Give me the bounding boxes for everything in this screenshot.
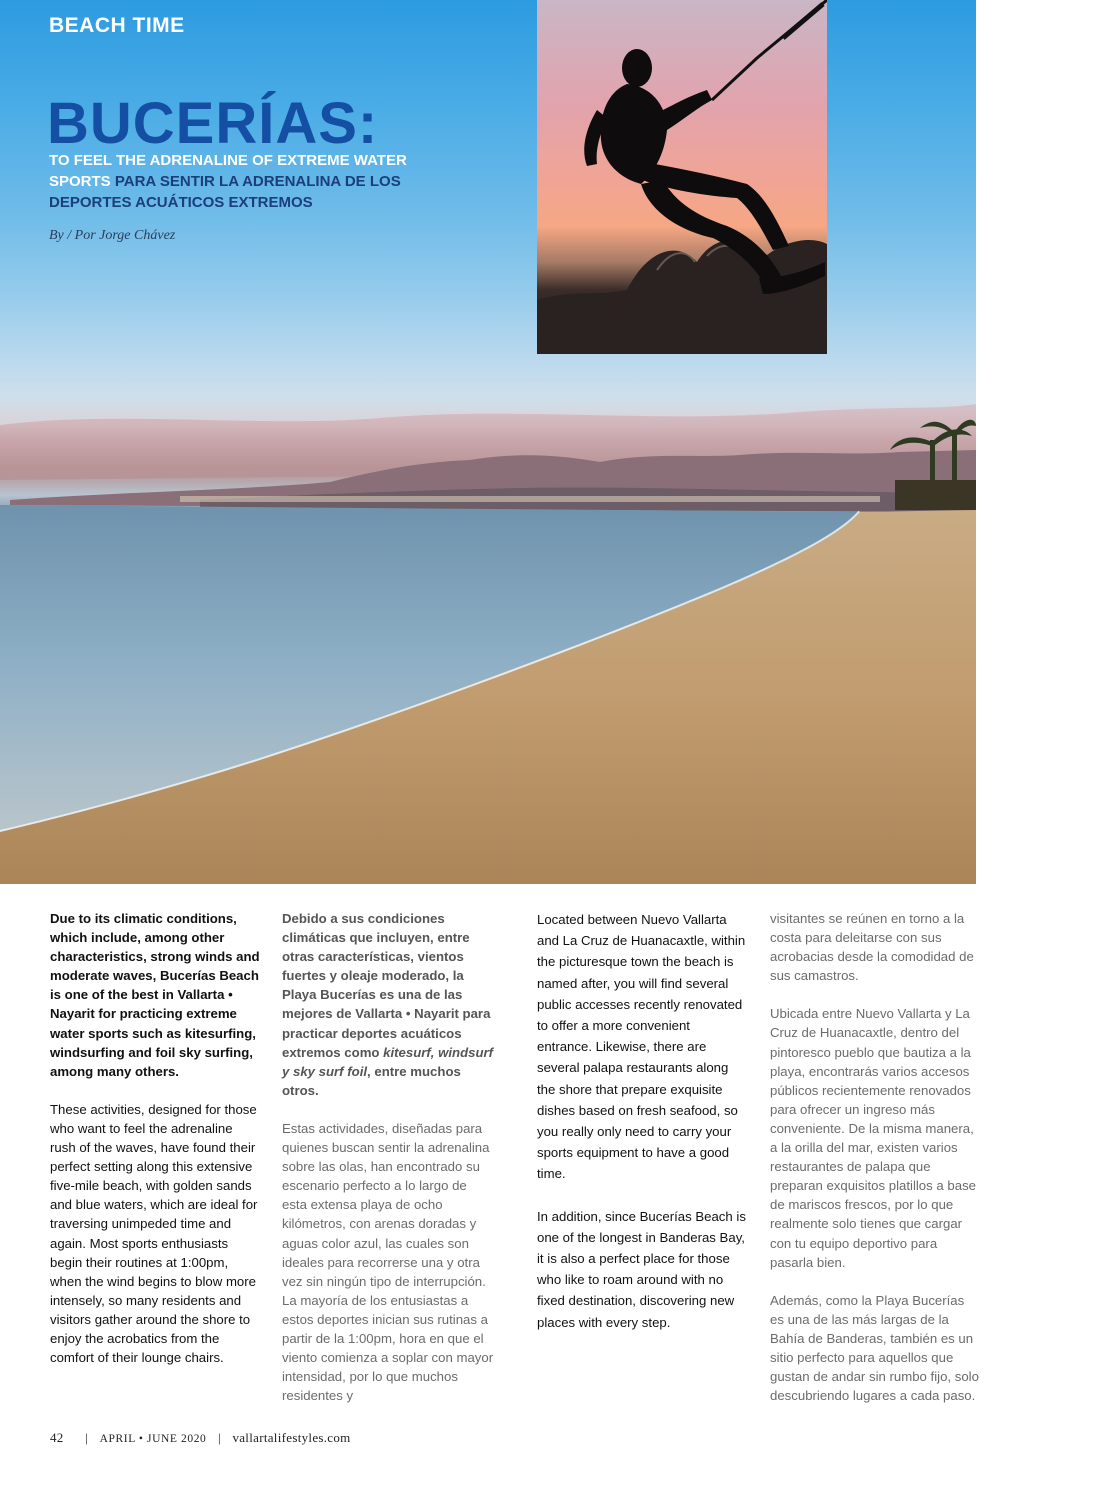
- subtitle-english: TO FEEL THE ADRENALINE OF EXTREME WATER SPORTS: [49, 152, 407, 190]
- issue-date: APRIL • JUNE 2020: [99, 1433, 207, 1445]
- footer-divider: |: [85, 1430, 89, 1445]
- paragraph-spanish-5: Además, como la Playa Bucerías es una de las más largas de la Bahía de Banderas, también es un sitio perfecto para aquellos que gustan de andar sin rumbo fijo, solo descubriendo lugares a cada paso.: [770, 1292, 979, 1404]
- paragraph-spanish-4: Ubicada entre Nuevo Vallarta y La Cruz de Huanacaxtle, dentro del pintoresco pueblo que bautiza a la playa, encontrarás varios accesos públicos recientemente renovados para ofrecer un ingreso más conveniente. De la misma manera, a la orilla del mar, existen varios restaurantes de palapa que preparan exquisitos platillos a base de mariscos frescos, por lo que realmente solo tienes que cargar con tu equipo deportivo para pasarla bien.: [770, 1006, 976, 1270]
- column-spanish-2: [770, 909, 980, 1424]
- page-footer: [50, 1430, 351, 1446]
- column-english-2: [537, 909, 747, 1354]
- footer-divider: |: [217, 1430, 221, 1445]
- lead-spanish-b: , entre muchos otros.: [282, 1063, 461, 1098]
- lead-spanish-a: Debido a sus condiciones climáticas que incluyen, entre otras características, vientos fuertes y oleaje moderado, la Playa Bucerías es una de las mejores de Vallarta • Nayarit para practicar deportes acuáticos extremos como: [282, 911, 491, 1060]
- subtitle-spanish: PARA SENTIR LA ADRENALINA DE LOS DEPORTES ACUÁTICOS EXTREMOS: [49, 173, 401, 211]
- page-number: 42: [50, 1430, 64, 1445]
- paragraph-english-4: In addition, since Bucerías Beach is one of the longest in Banderas Bay, it is also a perfect place for those who like to roam around with no fixed destination, discovering new places with every step.: [537, 1208, 746, 1330]
- kitesurfer-photo: [537, 0, 827, 354]
- lead-paragraph-spanish: [282, 909, 494, 1100]
- article-title: BUCERÍAS:: [47, 91, 379, 156]
- paragraph-spanish-2: Estas actividades, diseñadas para quienes buscan sentir la adrenalina sobre las olas, han encontrado su escenario perfecto a lo largo de esta extensa playa de ocho kilómetros, con arenas doradas y aguas color azul, las cuales son ideales para recorrerse una y otra vez sin ningún tipo de interrupción. La mayoría de los entusiastas a estos deportes inician sus rutinas a partir de la 1:00pm, hora en que el viento comienza a soplar con mayor intensidad, por lo que muchos residentes y: [282, 1120, 494, 1404]
- kitesurfer-silhouette: [537, 0, 827, 354]
- section-kicker: BEACH TIME: [49, 14, 185, 37]
- lead-paragraph-english: Due to its climatic conditions, which include, among other characteristics, strong winds and moderate waves, Bucerías Beach is one of the best in Vallarta • Nayarit for practicing extreme water sports such as kitesurfing, windsurfing and foil sky surfing, among many others.: [50, 911, 260, 1079]
- website-link[interactable]: vallartalifestyles.com: [232, 1430, 351, 1445]
- column-english-1: [50, 909, 260, 1386]
- byline: By / Por Jorge Chávez: [49, 228, 176, 243]
- paragraph-english-2: These activities, designed for those who want to feel the adrenaline rush of the waves, have found their perfect setting along this extensive five-mile beach, with golden sands and blue waters, which are ideal for traversing unimpeded time and again. Most sports enthusiasts begin their routines at 1:00pm, when the wind begins to blow more intensely, so many residents and visitors gather around the shore to enjoy the acrobatics from the comfort of their lounge chairs.: [50, 1101, 258, 1366]
- paragraph-english-3: Located between Nuevo Vallarta and La Cruz de Huanacaxtle, within the picturesque town the beach is named after, you will find several public accesses recently renovated to offer a more convenient entrance. Likewise, there are several palapa restaurants along the shore that prepare exquisite dishes based on fresh seafood, so you really only need to carry your sports equipment to have a good time.: [537, 912, 746, 1182]
- lead-spanish-sports: kitesurf, windsurf y sky surf foil: [282, 1044, 494, 1079]
- article-subtitle: [49, 150, 449, 213]
- column-spanish-1: [282, 909, 494, 1424]
- paragraph-spanish-3: visitantes se reúnen en torno a la costa para deleitarse con sus acrobacias desde la comodidad de sus camastros.: [770, 911, 974, 984]
